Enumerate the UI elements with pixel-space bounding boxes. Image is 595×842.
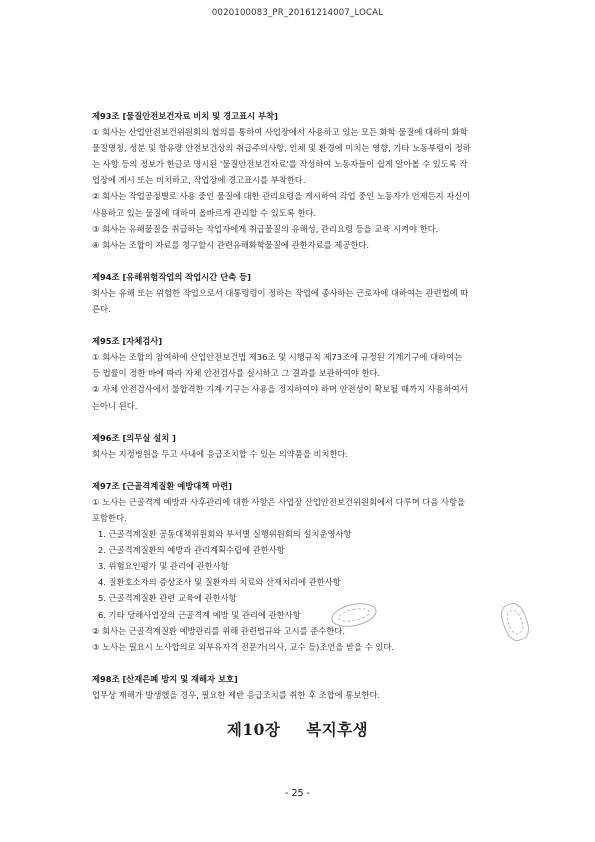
list-item: 1. 근골격계질환 공동대책위원회와 부서별 실행위원회의 설치운영사항 (98, 529, 352, 540)
article-96 (92, 430, 512, 462)
article-title: 제95조 [자체검사] (92, 336, 163, 347)
article-line: ① 노사는 근골격계 예방과 사후관리에 대한 사항은 사업장 산업안전보건위원회에서 다루며 다음 사항을 (92, 496, 466, 507)
article-title: 제94조 [유해위험작업의 작업시간 단축 등] (92, 271, 251, 282)
article-line: 업무상 재해가 발생했을 경우, 필요한 제반 응급조치를 취한 후 조합에 통보한다. (92, 689, 381, 700)
article-93 (92, 108, 512, 253)
page-number: - 25 - (285, 788, 310, 799)
article-line: ④ 회사는 조합이 자료를 청구할시 관련유해화학물질에 관한자료를 제공한다. (92, 239, 369, 250)
list-item: 6. 기타 당해사업장의 근골격계 예방 및 관리에 관한사항 (98, 609, 301, 620)
article-line: ① 회사는 조합의 참여하에 산업안전보건법 제36조 및 시행규칙 제73조에 규정된 기계기구에 대하여는 (92, 352, 463, 363)
article-line: ② 회사는 작업공정별로 사용 중인 물질에 대한 관리요령을 게시하여 작업 중인 노동자가 언제든지 자신이 (92, 191, 471, 202)
document-body (92, 108, 512, 703)
list-item: 5. 근골격계질환 관련 교육에 관한사항 (98, 593, 237, 604)
chapter-title: 제10장 복지후생 (226, 720, 369, 739)
article-line: ① 회사는 산업안전보건위원회의 협의를 통하여 사업장에서 사용하고 있는 모든 화학 물질에 대하여 화학 (92, 127, 468, 138)
article-line: ② 자체 안전검사에서 불합격한 기계·기구는 사용을 정지하여야 하며 안전성이 확보될 때까지 사용하여서 (92, 384, 468, 395)
article-title: 제98조 [산재은폐 방지 및 재해자 보호] (92, 673, 238, 684)
article-line: 른다. (92, 304, 111, 315)
article-line: 회사는 유해 또는 위험한 작업으로서 대통령령이 정하는 작업에 종사하는 근로자에 대하여는 관련법에 따 (92, 287, 469, 298)
article-97 (92, 478, 512, 655)
list-item: 2. 근골격계질환의 예방과 관리계획수립에 관한사항 (98, 545, 285, 556)
article-title: 제93조 [물질안전보건자료 비치 및 경고표시 부착] (92, 111, 278, 121)
document-id-header: 0020100083_PR_20161214007_LOCAL (211, 8, 384, 18)
article-line: 등 법률이 정한 바에 따라 자체 안전검사를 실시하고 그 결과를 보관하여야 한다. (92, 368, 381, 379)
article-98 (92, 671, 512, 703)
article-line: 업장에 게시 또는 비치하고, 작업장에 경고표시를 부착한다. (92, 175, 306, 186)
list-item: 3. 위험요인평가 및 관리에 관한사항 (98, 561, 229, 572)
article-95 (92, 333, 512, 413)
article-line: ③ 노사는 필요시 노사합의로 외부유자격 전문가(의사, 교수 등)조언을 받을 수 있다. (92, 641, 395, 652)
article-line: 사용하고 있는 물질에 대하여 올바르게 관리할 수 있도록 한다. (92, 207, 317, 218)
article-line: 회사는 지정병원을 두고 사내에 응급조치할 수 있는 의약품을 비치한다. (92, 448, 349, 459)
article-line: 는 사항 등의 정보가 한글로 명시된 '물질안전보건자료'를 작성하여 노동자들이 쉽게 알아볼 수 있도록 작 (92, 159, 468, 170)
article-line: 포함한다. (92, 512, 127, 523)
article-94 (92, 269, 512, 317)
article-title: 제96조 [의무실 설치 ] (92, 432, 176, 443)
article-title: 제97조 [근골격계질환 예방대책 마련] (92, 480, 233, 491)
article-line: 는아니 된다. (92, 400, 138, 411)
article-line: ③ 회사는 유해물질을 취급하는 작업자에게 취급물질의 유해성, 관리요령 등을 교육 시켜야 한다. (92, 223, 439, 234)
article-line: ② 회사는 근골격계질환 예방관리를 위해 관련법규와 고시를 준수한다. (92, 625, 345, 636)
list-item: 4. 질환호소자의 증상조사 및 질환자의 치료와 산재처리에 관한사항 (98, 577, 341, 588)
article-line: 물질명칭, 성분 및 함유량 안전보건상의 취급주의사항, 인체 및 환경에 미치는 영향, 기타 노동부령이 정하 (92, 143, 471, 154)
